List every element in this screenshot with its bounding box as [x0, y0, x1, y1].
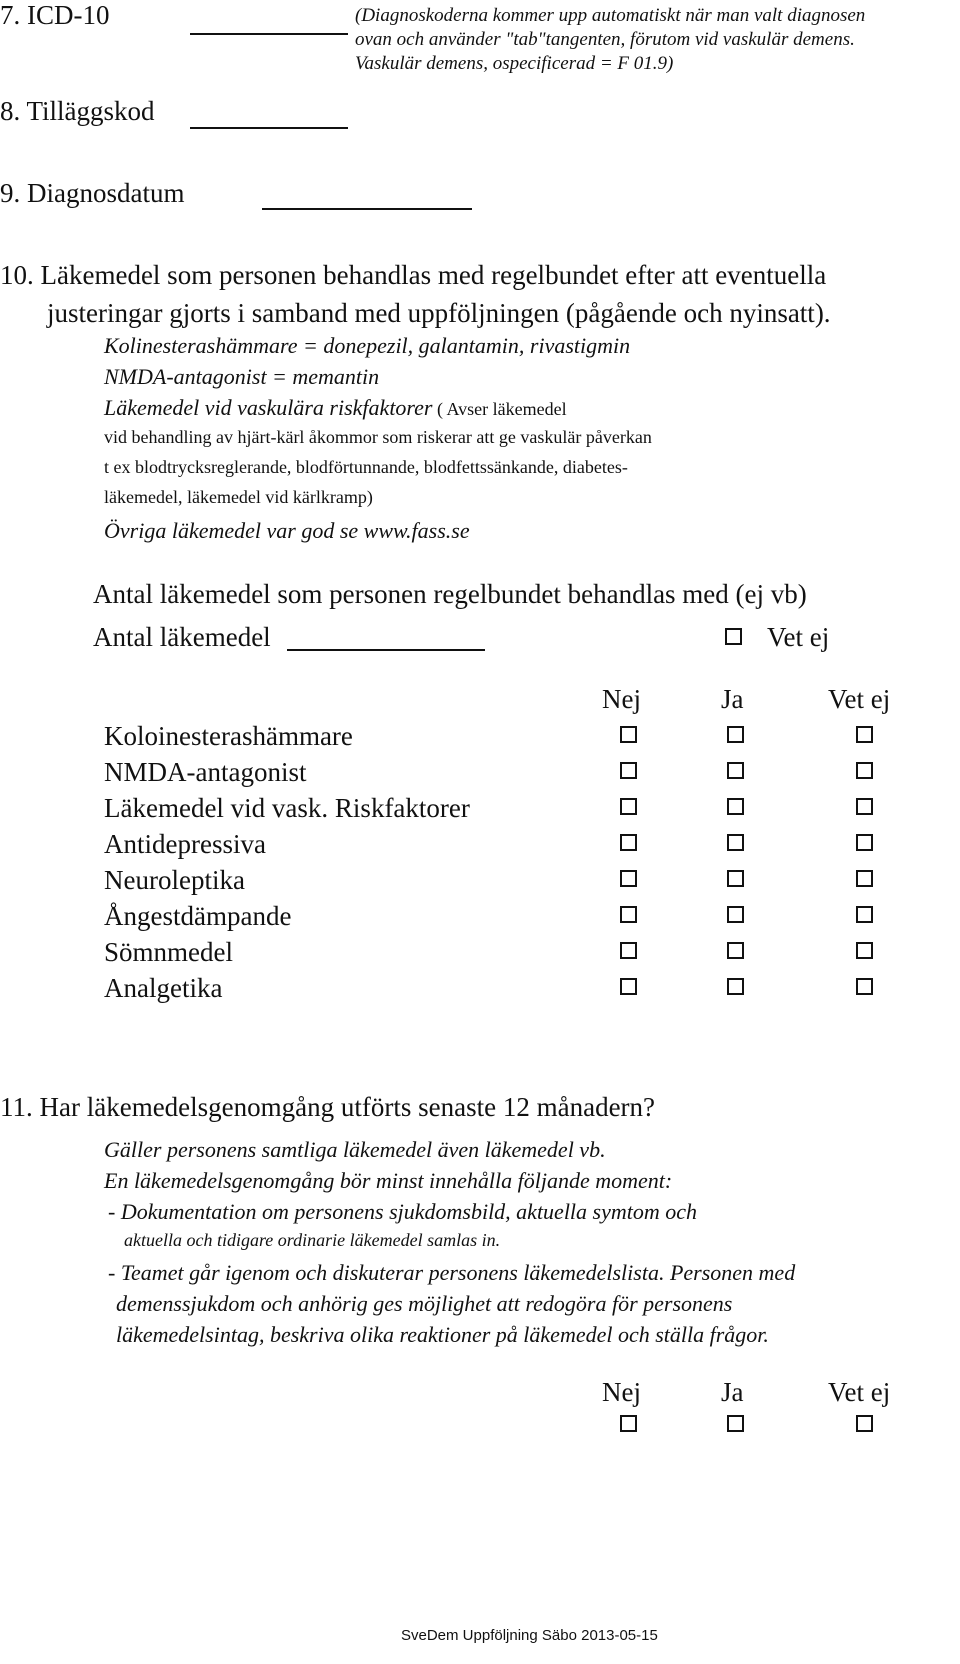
nej-checkbox[interactable] [620, 762, 637, 779]
q11-bullet: - Dokumentation om personens sjukdomsbild, aktuella symtom och [108, 1199, 698, 1224]
nej-checkbox[interactable] [620, 942, 637, 959]
nej-checkbox[interactable] [620, 726, 637, 743]
ja-checkbox[interactable] [727, 906, 744, 923]
info-vask-italic: Läkemedel vid vaskulära riskfaktorer [104, 395, 433, 420]
icd10-field[interactable] [190, 33, 348, 35]
vet-ej-checkbox[interactable] [856, 870, 873, 887]
q11-title: 11. Har läkemedelsgenomgång utförts senaste 12 månadern? [0, 1092, 656, 1122]
row-label: Neuroleptika [104, 865, 245, 895]
info-vask-rest: ( Avser läkemedel [432, 399, 567, 419]
count-vet-ej: Vet ej [767, 622, 830, 652]
info-line: vid behandling av hjärt-kärl åkommor som riskerar att ge vaskulär påverkan [104, 427, 652, 447]
vet-ej-checkbox[interactable] [856, 942, 873, 959]
q11-note: Gäller personens samtliga läkemedel även läkemedel vb. [104, 1137, 606, 1162]
row-label: Sömnmedel [104, 937, 233, 967]
q7-note-line: Vaskulär demens, ospecificerad = F 01.9) [355, 52, 674, 74]
col-ja: Ja [721, 684, 744, 714]
vet-ej-checkbox[interactable] [856, 978, 873, 995]
nej-checkbox[interactable] [620, 834, 637, 851]
q7-note-line: ovan och använder "tab"tangenten, förutom vid vaskulär demens. [355, 28, 855, 50]
footer: SveDem Uppföljning Säbo 2013-05-15 [401, 1627, 658, 1644]
q11-bullet-cont: aktuella och tidigare ordinarie läkemedel samlas in. [124, 1230, 501, 1250]
q11-bullet-cont: läkemedelsintag, beskriva olika reaktioner på läkemedel och ställa frågor. [116, 1322, 769, 1347]
ja-checkbox[interactable] [727, 870, 744, 887]
info-kolinesteras: Kolinesterashämmare = donepezil, galantamin, rivastigmin [104, 333, 631, 358]
diagnosdatum-field[interactable] [262, 208, 472, 210]
row-label: Antidepressiva [104, 829, 266, 859]
nej-checkbox[interactable] [620, 978, 637, 995]
vet-ej-checkbox[interactable] [856, 762, 873, 779]
q7-note [355, 4, 955, 75]
q11-col-nej: Nej [602, 1377, 641, 1407]
vet-ej-checkbox[interactable] [856, 726, 873, 743]
q11-bullet-cont: demenssjukdom och anhörig ges möjlighet att redogöra för personens [116, 1291, 733, 1316]
ja-checkbox[interactable] [727, 726, 744, 743]
q9-label: 9. Diagnosdatum [0, 178, 185, 208]
info-ovriga: Övriga läkemedel var god se www.fass.se [104, 518, 470, 543]
q11-note: En läkemedelsgenomgång bör minst innehålla följande moment: [104, 1168, 673, 1193]
count-label: Antal läkemedel [93, 622, 271, 652]
row-label: Ångestdämpande [104, 901, 292, 931]
vet-ej-checkbox[interactable] [856, 906, 873, 923]
q8-label: 8. Tilläggskod [0, 96, 155, 126]
q10-title: 10. Läkemedel som personen behandlas med regelbundet efter att eventuella [0, 260, 827, 290]
ja-checkbox[interactable] [727, 978, 744, 995]
vet-ej-checkbox[interactable] [856, 798, 873, 815]
nej-checkbox[interactable] [620, 798, 637, 815]
q11-bullet: - Teamet går igenom och diskuterar personens läkemedelslista. Personen med [108, 1260, 796, 1285]
q11-ja-checkbox[interactable] [727, 1415, 744, 1432]
row-label: NMDA-antagonist [104, 757, 307, 787]
nej-checkbox[interactable] [620, 870, 637, 887]
row-label: Analgetika [104, 973, 223, 1003]
tillaggskod-field[interactable] [190, 127, 348, 129]
q7-label: 7. ICD-10 [0, 0, 110, 30]
ja-checkbox[interactable] [727, 762, 744, 779]
q11-nej-checkbox[interactable] [620, 1415, 637, 1432]
ja-checkbox[interactable] [727, 798, 744, 815]
info-line: t ex blodtrycksreglerande, blodförtunnande, blodfettssänkande, diabetes- [104, 457, 628, 477]
nej-checkbox[interactable] [620, 906, 637, 923]
row-label: Läkemedel vid vask. Riskfaktorer [104, 793, 470, 823]
q10-title-cont: justeringar gjorts i samband med uppföljningen (pågående och nyinsatt). [47, 298, 831, 328]
vet-ej-checkbox[interactable] [725, 628, 742, 645]
vet-ej-checkbox[interactable] [856, 834, 873, 851]
info-nmda: NMDA-antagonist = memantin [104, 364, 380, 389]
col-vet-ej: Vet ej [828, 684, 891, 714]
q11-col-vet-ej: Vet ej [828, 1377, 891, 1407]
ja-checkbox[interactable] [727, 834, 744, 851]
col-nej: Nej [602, 684, 641, 714]
q11-vet-ej-checkbox[interactable] [856, 1415, 873, 1432]
row-label: Koloinesterashämmare [104, 721, 353, 751]
info-line: läkemedel, läkemedel vid kärlkramp) [104, 487, 373, 507]
q7-note-line: (Diagnoskoderna kommer upp automatiskt när man valt diagnosen [355, 5, 866, 26]
q11-col-ja: Ja [721, 1377, 744, 1407]
count-heading: Antal läkemedel som personen regelbundet behandlas med (ej vb) [93, 579, 807, 609]
antal-lakemedel-field[interactable] [287, 649, 485, 651]
ja-checkbox[interactable] [727, 942, 744, 959]
info-vask [104, 395, 567, 421]
